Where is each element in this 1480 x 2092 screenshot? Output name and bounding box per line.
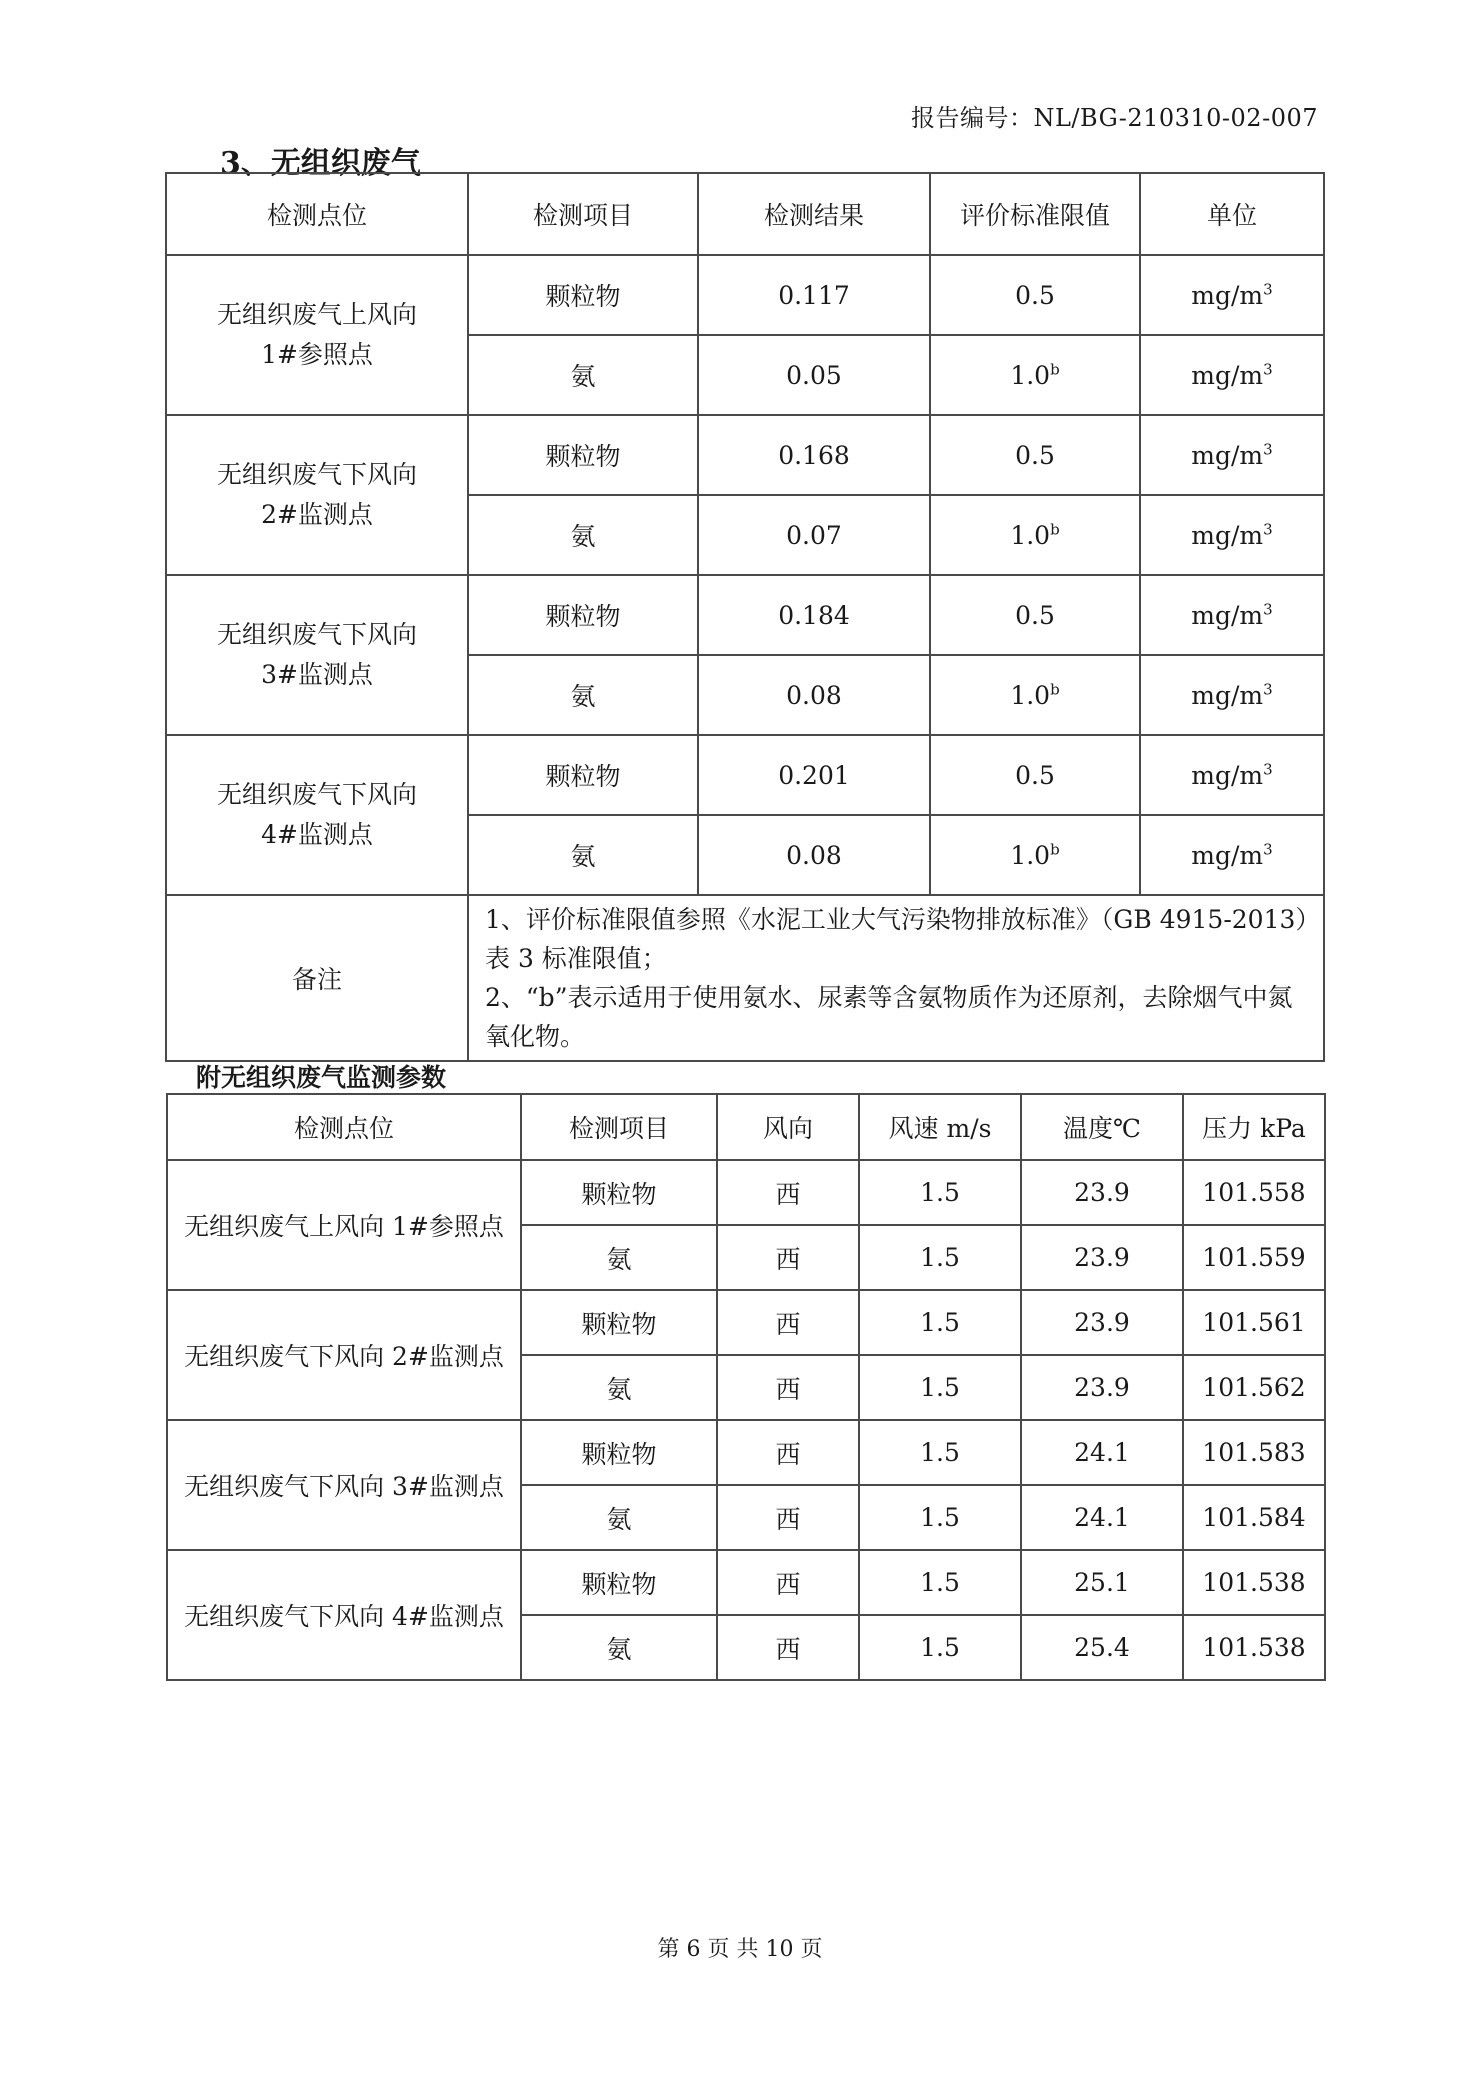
- unit-superscript: 3: [1263, 760, 1273, 779]
- emission-results-table: [165, 172, 1325, 1062]
- result-cell: 0.201: [698, 735, 930, 815]
- location-cell: [166, 575, 468, 735]
- limit-cell: [930, 815, 1140, 895]
- page-number: 第 6 页 共 10 页: [657, 1937, 823, 1962]
- location-cell: 无组织废气上风向 1#参照点: [167, 1160, 521, 1290]
- limit-cell: [930, 415, 1140, 495]
- wind-direction-cell: 西: [717, 1160, 859, 1225]
- item-cell: 氨: [468, 815, 698, 895]
- header-cell: 压力 kPa: [1183, 1094, 1325, 1160]
- wind-direction-cell: 西: [717, 1225, 859, 1290]
- note-row: [166, 895, 1324, 1061]
- unit-value: mg/m: [1191, 760, 1264, 790]
- table-row: [167, 1160, 1325, 1225]
- header-cell: 检测点位: [167, 1094, 521, 1160]
- item-cell: 氨: [521, 1225, 717, 1290]
- temperature-cell: 25.1: [1021, 1550, 1183, 1615]
- limit-value: 0.5: [1015, 760, 1055, 790]
- report-number: 报告编号：NL/BG-210310-02-007: [910, 104, 1318, 132]
- limit-superscript: b: [1050, 680, 1060, 699]
- unit-cell: [1140, 575, 1324, 655]
- unit-value: mg/m: [1191, 520, 1264, 550]
- table-row: [166, 255, 1324, 335]
- location-line: 无组织废气上风向: [216, 300, 417, 329]
- limit-value: 1.0: [1010, 680, 1051, 710]
- pressure-cell: 101.584: [1183, 1485, 1325, 1550]
- item-cell: 颗粒物: [468, 575, 698, 655]
- limit-cell: [930, 495, 1140, 575]
- pressure-cell: 101.559: [1183, 1225, 1325, 1290]
- unit-value: mg/m: [1191, 440, 1264, 470]
- temperature-cell: 23.9: [1021, 1160, 1183, 1225]
- limit-value: 0.5: [1015, 600, 1055, 630]
- note-line: 1、评价标准限值参照《水泥工业大气污染物排放标准》（GB 4915-2013）表 3 标准限值；: [485, 905, 1308, 973]
- unit-cell: [1140, 255, 1324, 335]
- monitoring-parameters-table: [166, 1093, 1326, 1681]
- location-line: 2#监测点: [261, 500, 373, 529]
- item-cell: 氨: [468, 655, 698, 735]
- limit-cell: [930, 655, 1140, 735]
- table-row: [167, 1550, 1325, 1615]
- result-cell: 0.08: [698, 815, 930, 895]
- limit-cell: [930, 255, 1140, 335]
- item-cell: 颗粒物: [521, 1550, 717, 1615]
- unit-superscript: 3: [1263, 840, 1273, 859]
- header-cell: 风向: [717, 1094, 859, 1160]
- pressure-cell: 101.561: [1183, 1290, 1325, 1355]
- pressure-cell: 101.538: [1183, 1615, 1325, 1680]
- pressure-cell: 101.558: [1183, 1160, 1325, 1225]
- unit-cell: [1140, 415, 1324, 495]
- header-cell: 风速 m/s: [859, 1094, 1021, 1160]
- location-cell: [166, 255, 468, 415]
- wind-direction-cell: 西: [717, 1615, 859, 1680]
- pressure-cell: 101.562: [1183, 1355, 1325, 1420]
- location-line: 无组织废气下风向: [216, 780, 417, 809]
- header-cell: 温度℃: [1021, 1094, 1183, 1160]
- location-cell: [166, 735, 468, 895]
- wind-direction-cell: 西: [717, 1550, 859, 1615]
- wind-speed-cell: 1.5: [859, 1420, 1021, 1485]
- wind-direction-cell: 西: [717, 1355, 859, 1420]
- result-cell: 0.184: [698, 575, 930, 655]
- wind-direction-cell: 西: [717, 1420, 859, 1485]
- note-label: 备注: [166, 895, 468, 1061]
- location-line: 4#监测点: [261, 820, 373, 849]
- limit-value: 0.5: [1015, 280, 1055, 310]
- wind-direction-cell: 西: [717, 1290, 859, 1355]
- location-cell: [166, 415, 468, 575]
- unit-cell: [1140, 335, 1324, 415]
- header-cell: 检测项目: [521, 1094, 717, 1160]
- item-cell: 颗粒物: [521, 1160, 717, 1225]
- wind-speed-cell: 1.5: [859, 1615, 1021, 1680]
- unit-superscript: 3: [1263, 600, 1273, 619]
- pressure-cell: 101.583: [1183, 1420, 1325, 1485]
- unit-superscript: 3: [1263, 280, 1273, 299]
- location-cell: 无组织废气下风向 3#监测点: [167, 1420, 521, 1550]
- result-cell: 0.07: [698, 495, 930, 575]
- unit-value: mg/m: [1191, 360, 1264, 390]
- wind-speed-cell: 1.5: [859, 1550, 1021, 1615]
- item-cell: 颗粒物: [468, 735, 698, 815]
- note-line: 2、“b”表示适用于使用氨水、尿素等含氨物质作为还原剂，去除烟气中氮氧化物。: [485, 983, 1293, 1051]
- sub-title: 附无组织废气监测参数: [196, 1063, 447, 1092]
- unit-value: mg/m: [1191, 280, 1264, 310]
- table-row: [166, 575, 1324, 655]
- item-cell: 颗粒物: [468, 255, 698, 335]
- table-header-row: [166, 173, 1324, 255]
- location-cell: 无组织废气下风向 4#监测点: [167, 1550, 521, 1680]
- location-line: 1#参照点: [261, 340, 373, 369]
- temperature-cell: 23.9: [1021, 1225, 1183, 1290]
- item-cell: 氨: [521, 1615, 717, 1680]
- limit-cell: [930, 735, 1140, 815]
- unit-value: mg/m: [1191, 840, 1264, 870]
- item-cell: 颗粒物: [468, 415, 698, 495]
- temperature-cell: 23.9: [1021, 1290, 1183, 1355]
- wind-speed-cell: 1.5: [859, 1355, 1021, 1420]
- item-cell: 颗粒物: [521, 1290, 717, 1355]
- location-line: 无组织废气下风向: [216, 620, 417, 649]
- result-cell: 0.08: [698, 655, 930, 735]
- location-line: 无组织废气下风向: [216, 460, 417, 489]
- unit-superscript: 3: [1263, 440, 1273, 459]
- result-cell: 0.168: [698, 415, 930, 495]
- item-cell: 氨: [521, 1355, 717, 1420]
- item-cell: 氨: [521, 1485, 717, 1550]
- result-cell: 0.117: [698, 255, 930, 335]
- unit-superscript: 3: [1263, 360, 1273, 379]
- note-text: [468, 895, 1324, 1061]
- limit-value: 0.5: [1015, 440, 1055, 470]
- temperature-cell: 25.4: [1021, 1615, 1183, 1680]
- header-cell: 检测点位: [166, 173, 468, 255]
- item-cell: 氨: [468, 495, 698, 575]
- unit-cell: [1140, 735, 1324, 815]
- unit-cell: [1140, 495, 1324, 575]
- table-row: [167, 1290, 1325, 1355]
- limit-cell: [930, 575, 1140, 655]
- header-cell: 评价标准限值: [930, 173, 1140, 255]
- unit-value: mg/m: [1191, 600, 1264, 630]
- unit-cell: [1140, 815, 1324, 895]
- item-cell: 氨: [468, 335, 698, 415]
- limit-value: 1.0: [1010, 840, 1051, 870]
- limit-value: 1.0: [1010, 360, 1051, 390]
- unit-cell: [1140, 655, 1324, 735]
- limit-superscript: b: [1050, 840, 1060, 859]
- temperature-cell: 24.1: [1021, 1420, 1183, 1485]
- wind-speed-cell: 1.5: [859, 1225, 1021, 1290]
- limit-cell: [930, 335, 1140, 415]
- result-cell: 0.05: [698, 335, 930, 415]
- wind-speed-cell: 1.5: [859, 1290, 1021, 1355]
- limit-superscript: b: [1050, 520, 1060, 539]
- table-row: [166, 415, 1324, 495]
- section-title: 3、无组织废气: [220, 146, 421, 181]
- unit-superscript: 3: [1263, 680, 1273, 699]
- wind-direction-cell: 西: [717, 1485, 859, 1550]
- item-cell: 颗粒物: [521, 1420, 717, 1485]
- limit-value: 1.0: [1010, 520, 1051, 550]
- table-row: [167, 1420, 1325, 1485]
- temperature-cell: 24.1: [1021, 1485, 1183, 1550]
- table-header-row: [167, 1094, 1325, 1160]
- location-cell: 无组织废气下风向 2#监测点: [167, 1290, 521, 1420]
- header-cell: 检测结果: [698, 173, 930, 255]
- header-cell: 检测项目: [468, 173, 698, 255]
- table-row: [166, 735, 1324, 815]
- unit-value: mg/m: [1191, 680, 1264, 710]
- unit-superscript: 3: [1263, 520, 1273, 539]
- wind-speed-cell: 1.5: [859, 1485, 1021, 1550]
- temperature-cell: 23.9: [1021, 1355, 1183, 1420]
- pressure-cell: 101.538: [1183, 1550, 1325, 1615]
- wind-speed-cell: 1.5: [859, 1160, 1021, 1225]
- location-line: 3#监测点: [261, 660, 373, 689]
- header-cell: 单位: [1140, 173, 1324, 255]
- limit-superscript: b: [1050, 360, 1060, 379]
